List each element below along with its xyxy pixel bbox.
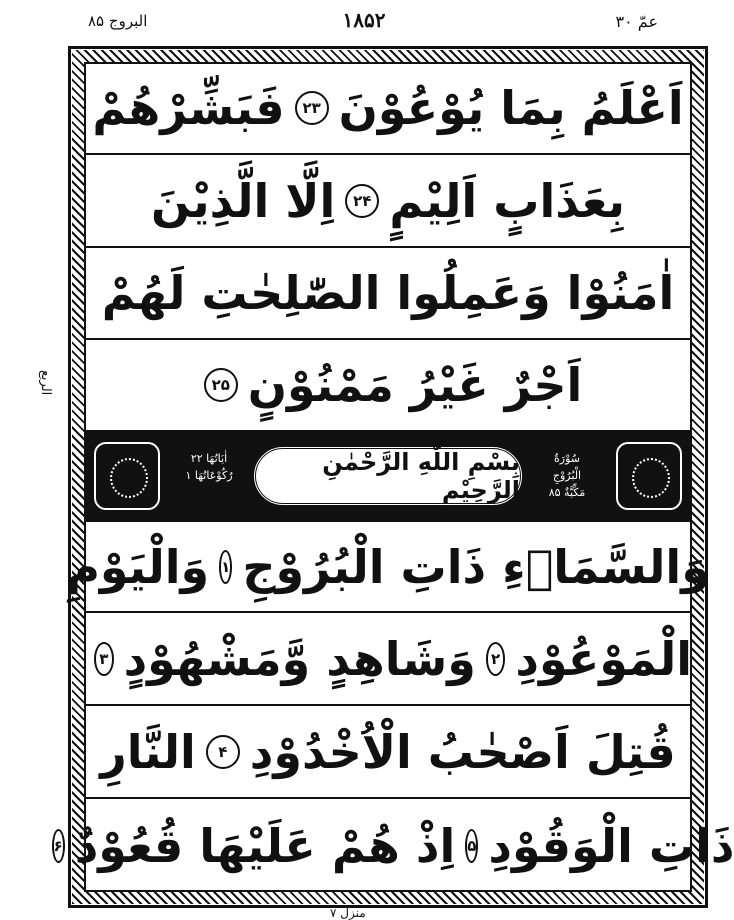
- verse-text: اَعْلَمُ بِمَا يُوْعُوْنَ: [338, 80, 684, 135]
- verse-line-5: [66, 520, 710, 613]
- verse-text: الْمَوْعُوْدِ: [515, 631, 692, 686]
- verse-text: وَشَاهِدٍ وَّمَشْهُوْدٍ: [123, 631, 476, 686]
- verse-line-7: [84, 706, 692, 799]
- verse-text: النَّارِ: [100, 724, 196, 779]
- surah-info: سُوْرَةُ الْبُرُوْجِ مَكِّيَّةٌ ۸۵: [548, 452, 586, 499]
- ayah-number-marker: ۴: [206, 735, 240, 769]
- verse-text: اَجْرٌ غَيْرُ مَمْنُوْنٍ: [247, 358, 583, 412]
- ayah-number-marker: ۲۵: [204, 368, 238, 402]
- verse-text: قُتِلَ اَصْحٰبُ الْاُخْدُوْدِ: [249, 724, 676, 779]
- verse-line-2: [84, 155, 692, 248]
- page-number: ۱۸۵۲: [342, 8, 386, 32]
- page-header: [0, 0, 728, 44]
- verse-text: وَالسَّمَاۤءِ ذَاتِ الْبُرُوْجِ: [242, 539, 710, 594]
- floral-ornament-icon: [616, 442, 682, 510]
- verse-line-6: [84, 613, 692, 706]
- verse-text: اِلَّا الَّذِيْنَ: [150, 173, 336, 228]
- bismillah: بِسْمِ اللّٰهِ الرَّحْمٰنِ الرَّحِيْمِ: [253, 446, 523, 506]
- juz-reference: عمّ ۳۰: [615, 12, 658, 31]
- verse-text: وَالْيَوْمِ: [66, 539, 210, 594]
- margin-note: الربع: [38, 370, 53, 396]
- manzil-note: منزل ۷: [330, 906, 366, 920]
- verse-line-8: [53, 799, 734, 892]
- verse-text: اِذْ هُمْ عَلَيْهَا قُعُوْدٌ: [74, 818, 456, 873]
- verse-text: فَبَشِّرْهُمْ: [92, 80, 285, 135]
- ayah-number-marker: ۱: [219, 550, 232, 584]
- ayah-ruku-info: اٰيَاتُهَا ۲۲ رُكُوْعَاتُهَا ۱: [185, 452, 233, 482]
- verse-line-4: [84, 340, 692, 432]
- floral-ornament-icon: [94, 442, 160, 510]
- ayah-number-marker: ۲: [486, 642, 506, 676]
- ayah-number-marker: ۵: [465, 829, 478, 863]
- ayah-number-marker: ۲۳: [295, 91, 329, 125]
- surah-reference: البروج ۸۵: [88, 12, 148, 30]
- ayah-number-marker: ۶: [52, 829, 65, 863]
- verse-text: ذَاتِ الْوَقُوْدِ: [488, 818, 734, 873]
- verse-text: اٰمَنُوْا وَعَمِلُوا الصّٰلِحٰتِ لَهُمْ: [101, 266, 675, 320]
- verse-line-3: [84, 248, 692, 340]
- surah-header-banner: [84, 432, 692, 520]
- verse-text: بِعَذَابٍ اَلِيْمٍ: [389, 173, 626, 228]
- verse-line-1: [84, 62, 692, 155]
- ayah-number-marker: ۲۴: [345, 184, 379, 218]
- ayah-number-marker: ۳: [94, 642, 114, 676]
